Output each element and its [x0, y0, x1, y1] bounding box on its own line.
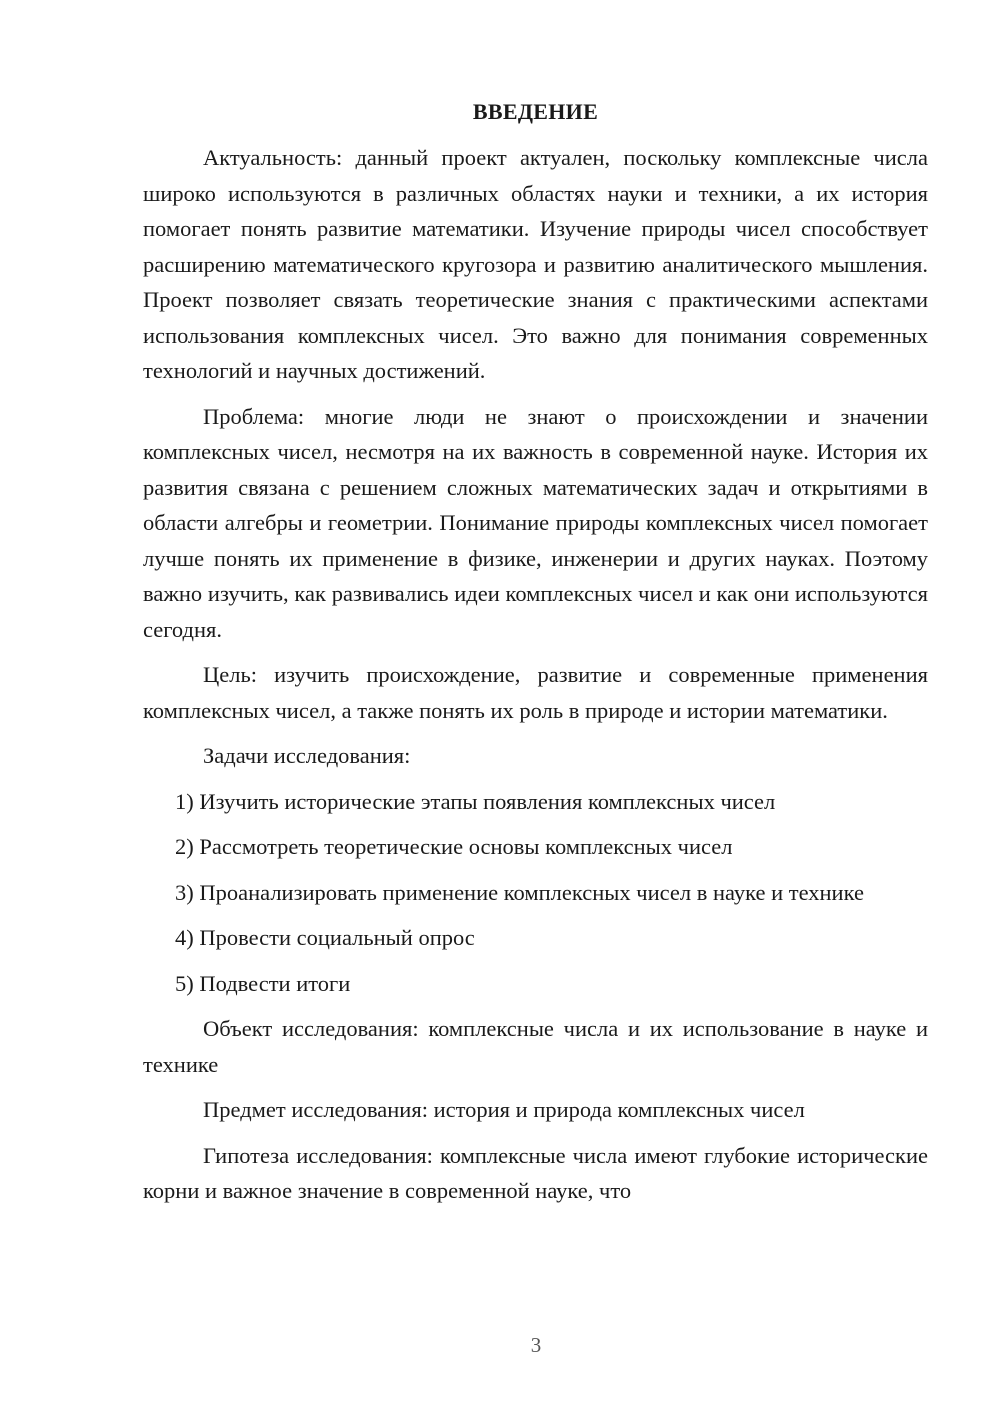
tasks-list	[143, 784, 928, 1002]
list-item: 1) Изучить исторические этапы появления комплексных чисел	[175, 788, 776, 814]
section-title: ВВЕДЕНИЕ	[472, 99, 599, 124]
list-item: 2) Рассмотреть теоретические основы комплексных чисел	[175, 834, 733, 859]
list-item: 4) Провести социальный опрос	[175, 925, 475, 950]
paragraph-subject: Предмет исследования: история и природа комплексных чисел	[203, 1097, 805, 1122]
document-page	[143, 96, 928, 1219]
page-number: 3	[530, 1333, 542, 1357]
paragraph-relevance: Актуальность: данный проект актуален, поскольку комплексные числа широко используются в различных областях науки и техники, а их история помогает понять развитие математики. Изучение природы чисел способствует расширению математического кругозора и развитию аналитического мышления. Проект позволяет связать теоретические знания с практическими аспектами использования комплексных чисел. Это важно для понимания современных технологий и научных достижений.	[143, 145, 928, 383]
paragraph-problem: Проблема: многие люди не знают о происхождении и значении комплексных чисел, несмотря на их важность в современной науке. История их развития связана с решением сложных математических задач и открытиями в области алгебры и геометрии. Понимание природы комплексных чисел помогает лучше понять их применение в физике, инженерии и других науках. Поэтому важно изучить, как развивались идеи комплексных чисел и как они используются сегодня.	[143, 403, 928, 642]
paragraph-goal: Цель: изучить происхождение, развитие и современные применения комплексных чисел, а также понять их роль в природе и истории математики.	[143, 662, 928, 723]
list-item: 3) Проанализировать применение комплексных чисел в науке и технике	[175, 879, 864, 905]
paragraph-object: Объект исследования: комплексные числа и их использование в науке и технике	[143, 1016, 928, 1077]
paragraph-hypothesis: Гипотеза исследования: комплексные числа имеют глубокие исторические корни и важное значение в современной науке, что	[143, 1142, 928, 1203]
tasks-heading: Задачи исследования:	[203, 743, 411, 768]
list-item: 5) Подвести итоги	[175, 970, 351, 996]
